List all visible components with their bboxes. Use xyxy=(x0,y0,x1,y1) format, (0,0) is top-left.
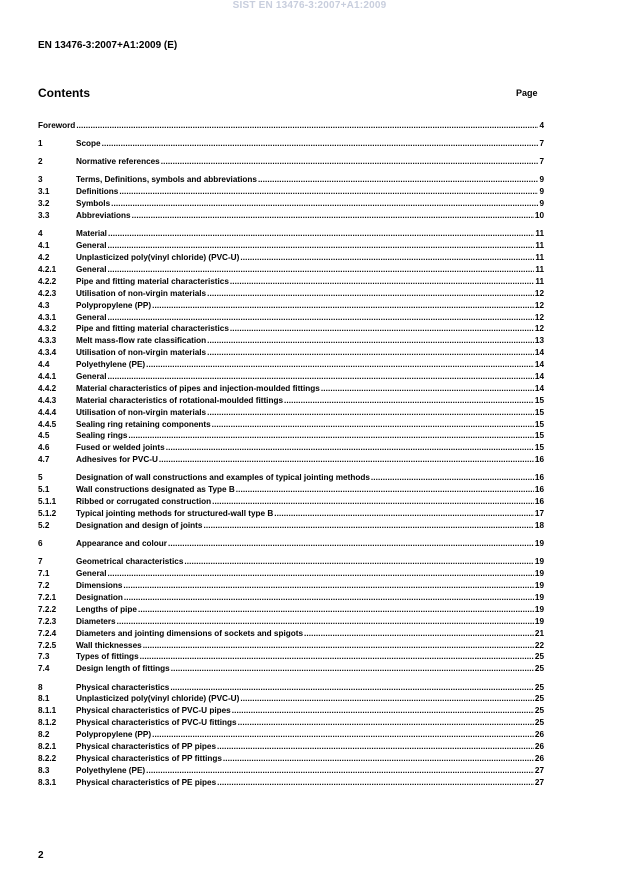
table-of-contents xyxy=(38,119,544,788)
toc-entry-number: 8.1.1 xyxy=(38,706,57,716)
toc-entry-page: 11 xyxy=(535,264,544,274)
toc-entry-title: Abbreviations xyxy=(76,211,131,221)
toc-entry-title: Material characteristics of pipes and injection-moulded fittings xyxy=(76,383,320,393)
watermark: SIST EN 13476-3:2007+A1:2009 xyxy=(232,0,387,11)
dot-leader xyxy=(123,581,533,591)
toc-entry[interactable] xyxy=(38,483,544,495)
toc-entry-page: 15 xyxy=(534,443,544,453)
toc-entry-page: 10 xyxy=(534,211,544,221)
toc-entry-page: 16 xyxy=(534,473,544,483)
toc-entry-title: Designation of wall constructions and examples of typical jointing methods xyxy=(76,473,370,483)
toc-entry-number: 2 xyxy=(38,157,43,167)
dot-leader xyxy=(223,754,534,764)
toc-entry-number: 8.1.2 xyxy=(38,718,57,728)
toc-entry[interactable] xyxy=(38,567,544,579)
toc-entry[interactable] xyxy=(38,615,544,627)
dot-leader xyxy=(171,664,534,674)
toc-entry-page: 7 xyxy=(539,157,544,167)
toc-entry[interactable] xyxy=(38,555,544,567)
toc-entry-page: 14 xyxy=(534,348,544,358)
toc-entry-number: 8 xyxy=(38,682,43,692)
toc-entry-title: Ribbed or corrugated construction xyxy=(76,497,212,507)
toc-entry[interactable] xyxy=(38,716,544,728)
toc-entry[interactable] xyxy=(38,728,544,740)
toc-entry-title: Wall constructions designated as Type B xyxy=(76,485,235,495)
dot-leader xyxy=(108,569,534,579)
toc-entry[interactable] xyxy=(38,681,544,693)
toc-entry-number: 4.4.5 xyxy=(38,419,57,429)
toc-entry-number: 3.1 xyxy=(38,187,50,197)
dot-leader xyxy=(212,420,534,430)
dot-leader xyxy=(166,443,534,453)
toc-entry[interactable] xyxy=(38,299,544,311)
toc-entry-number: 8.3.1 xyxy=(38,777,57,787)
toc-entry-title: Polypropylene (PP) xyxy=(76,300,152,310)
toc-entry[interactable] xyxy=(38,346,544,358)
toc-entry-number: 3 xyxy=(38,175,43,185)
toc-entry-title: Physical characteristics of PP pipes xyxy=(76,742,217,752)
toc-entry[interactable] xyxy=(38,323,544,335)
dot-leader xyxy=(207,348,534,358)
toc-entry-page: 15 xyxy=(534,407,544,417)
toc-entry-number: 6 xyxy=(38,539,43,549)
toc-entry-page: 19 xyxy=(534,581,544,591)
toc-entry[interactable] xyxy=(38,764,544,776)
toc-entry-page: 25 xyxy=(534,664,544,674)
toc-entry-number: 5.2 xyxy=(38,520,50,530)
toc-entry-page: 14 xyxy=(534,383,544,393)
toc-entry-title: Physical characteristics of PVC-U pipes xyxy=(76,706,231,716)
toc-entry-title: Symbols xyxy=(76,199,111,209)
toc-entry-page: 19 xyxy=(534,593,544,603)
toc-entry-title: Utilisation of non-virgin materials xyxy=(76,407,207,417)
toc-entry-number: 3.3 xyxy=(38,211,50,221)
toc-entry-page: 19 xyxy=(534,604,544,614)
toc-entry-number: 4.4.1 xyxy=(38,372,57,381)
toc-entry-page: 19 xyxy=(534,557,544,567)
toc-entry-page: 25 xyxy=(534,682,544,692)
contents-title: Contents xyxy=(38,86,90,100)
dot-leader xyxy=(184,557,533,567)
toc-entry[interactable] xyxy=(38,263,544,275)
toc-entry-number: 4.3 xyxy=(38,300,50,310)
toc-entry-title: Sealing ring retaining components xyxy=(76,419,211,429)
toc-entry-page: 19 xyxy=(534,539,544,549)
toc-entry-number: 4.3.3 xyxy=(38,336,57,346)
toc-entry-page: 25 xyxy=(534,694,544,704)
toc-entry[interactable] xyxy=(38,137,544,149)
toc-entry-page: 14 xyxy=(534,360,544,370)
toc-entry-number: 7.2 xyxy=(38,581,50,591)
toc-entry-page: 27 xyxy=(534,765,544,775)
dot-leader xyxy=(159,455,534,465)
toc-entry[interactable] xyxy=(38,693,544,705)
toc-entry-page: 9 xyxy=(539,187,544,197)
toc-entry-page: 13 xyxy=(534,336,544,346)
toc-entry[interactable] xyxy=(38,603,544,615)
dot-leader xyxy=(284,396,534,406)
dot-leader xyxy=(240,694,534,704)
toc-entry-page: 25 xyxy=(534,706,544,716)
toc-entry-number: 4.2 xyxy=(38,253,50,263)
toc-entry[interactable] xyxy=(38,197,544,209)
toc-entry[interactable] xyxy=(38,227,544,239)
toc-entry-page: 18 xyxy=(534,520,544,530)
toc-entry-page: 12 xyxy=(534,300,544,310)
toc-entry-page: 4 xyxy=(539,120,544,130)
toc-entry-title: Diameters xyxy=(76,616,116,626)
toc-entry[interactable] xyxy=(38,418,544,430)
dot-leader xyxy=(238,718,534,728)
toc-entry-page: 17 xyxy=(534,509,544,519)
toc-entry[interactable] xyxy=(38,287,544,299)
toc-entry[interactable] xyxy=(38,334,544,346)
dot-leader xyxy=(236,485,534,495)
toc-entry[interactable] xyxy=(38,119,544,131)
toc-entry-number: 4.3.2 xyxy=(38,324,57,334)
toc-entry-page: 9 xyxy=(539,175,544,185)
toc-entry-page: 11 xyxy=(535,276,544,286)
toc-entry-number: 4.7 xyxy=(38,455,50,465)
toc-entry-title: Physical characteristics of PP fittings xyxy=(76,753,222,763)
toc-entry-title: General xyxy=(76,312,107,322)
toc-entry-number: 4.6 xyxy=(38,443,50,453)
dot-leader xyxy=(207,289,534,299)
toc-entry-number: 4.2.2 xyxy=(38,276,57,286)
toc-entry-title: Pipe and fitting material characteristics xyxy=(76,276,229,286)
dot-leader xyxy=(128,431,533,441)
toc-entry-number: 4.4.3 xyxy=(38,395,57,405)
toc-entry[interactable] xyxy=(38,537,544,549)
toc-entry-title: General xyxy=(76,241,107,251)
toc-entry[interactable] xyxy=(38,441,544,453)
document-header: EN 13476-3:2007+A1:2009 (E) xyxy=(38,40,178,51)
toc-entry-number: 4.2.3 xyxy=(38,288,57,298)
toc-entry[interactable] xyxy=(38,358,544,370)
toc-entry[interactable] xyxy=(38,406,544,418)
dot-leader xyxy=(132,211,534,221)
toc-entry-title: Polyethylene (PE) xyxy=(76,360,146,370)
toc-entry-title: General xyxy=(76,372,107,381)
toc-entry[interactable] xyxy=(38,394,544,406)
toc-entry-page: 9 xyxy=(539,199,544,209)
dot-leader xyxy=(217,742,534,752)
toc-entry-number: 5.1 xyxy=(38,485,50,495)
toc-entry-number: 4.4 xyxy=(38,360,50,370)
toc-entry-number: 5 xyxy=(38,473,43,483)
toc-entry-number: 4.5 xyxy=(38,431,50,441)
dot-leader xyxy=(117,617,534,627)
toc-entry-page: 7 xyxy=(539,139,544,149)
toc-entry[interactable] xyxy=(38,382,544,394)
toc-entry-page: 26 xyxy=(534,742,544,752)
toc-entry-page: 27 xyxy=(534,777,544,787)
toc-entry-title: Unplasticized poly(vinyl chloride) (PVC-U) xyxy=(76,253,240,263)
toc-entry-page: 11 xyxy=(535,229,544,239)
toc-entry[interactable] xyxy=(38,507,544,519)
toc-entry-number: 5.1.1 xyxy=(38,497,57,507)
toc-entry-number: 4.1 xyxy=(38,241,50,251)
toc-entry-title: Normative references xyxy=(76,157,160,167)
toc-entry[interactable] xyxy=(38,209,544,221)
toc-entry-number: 4.3.1 xyxy=(38,312,57,322)
toc-entry-page: 16 xyxy=(534,455,544,465)
toc-entry-title: Physical characteristics xyxy=(76,682,170,692)
toc-entry-title: Polyethylene (PE) xyxy=(76,765,146,775)
toc-entry-title: Pipe and fitting material characteristics xyxy=(76,324,229,334)
dot-leader xyxy=(212,497,534,507)
toc-entry-page: 16 xyxy=(534,497,544,507)
toc-entry-number: 8.3 xyxy=(38,765,50,775)
toc-entry-title: Appearance and colour xyxy=(76,539,167,549)
toc-entry-title: Types of fittings xyxy=(76,652,139,662)
dot-leader xyxy=(371,473,534,483)
toc-entry-title: Polypropylene (PP) xyxy=(76,730,152,740)
toc-entry[interactable] xyxy=(38,704,544,716)
dot-leader xyxy=(152,301,534,311)
toc-entry[interactable] xyxy=(38,495,544,507)
toc-entry-page: 19 xyxy=(534,616,544,626)
toc-entry-number: 1 xyxy=(38,139,43,149)
toc-entry-title: Fused or welded joints xyxy=(76,443,165,453)
toc-entry-number: 5.1.2 xyxy=(38,509,57,519)
dot-leader xyxy=(108,313,534,323)
toc-entry-page: 15 xyxy=(534,419,544,429)
toc-entry[interactable] xyxy=(38,519,544,531)
toc-entry-number: 4.3.4 xyxy=(38,348,57,358)
dot-leader xyxy=(140,652,534,662)
toc-entry-title: Adhesives for PVC-U xyxy=(76,455,158,465)
dot-leader xyxy=(321,384,534,394)
toc-entry-title: Geometrical characteristics xyxy=(76,557,184,567)
toc-entry-title: Typical jointing methods for structured-wall type B xyxy=(76,509,274,519)
dot-leader xyxy=(217,778,534,788)
toc-entry-title: Unplasticized poly(vinyl chloride) (PVC-U) xyxy=(76,694,240,704)
toc-entry-page: 26 xyxy=(534,753,544,763)
toc-entry-page: 12 xyxy=(534,324,544,334)
toc-entry[interactable] xyxy=(38,752,544,764)
toc-entry-page: 19 xyxy=(534,569,544,579)
toc-entry-number: 7.2.3 xyxy=(38,616,57,626)
toc-entry-page: 15 xyxy=(534,395,544,405)
toc-entry[interactable] xyxy=(38,651,544,663)
toc-entry-page: 11 xyxy=(535,253,544,263)
toc-entry-number: 7 xyxy=(38,557,43,567)
dot-leader xyxy=(304,629,534,639)
toc-entry-page: 12 xyxy=(534,312,544,322)
toc-entry-title: Terms, Definitions, symbols and abbreviations xyxy=(76,175,257,185)
toc-entry-title: General xyxy=(76,264,107,274)
dot-leader xyxy=(152,730,534,740)
dot-leader xyxy=(146,766,534,776)
toc-entry[interactable] xyxy=(38,627,544,639)
dot-leader xyxy=(274,509,534,519)
dot-leader xyxy=(124,593,534,603)
dot-leader xyxy=(230,324,534,334)
dot-leader xyxy=(170,683,534,693)
toc-entry-page: 21 xyxy=(534,628,544,638)
toc-entry-page: 26 xyxy=(534,730,544,740)
page-number: 2 xyxy=(38,850,44,861)
toc-entry-title: Designation and design of joints xyxy=(76,520,203,530)
toc-entry-number: 7.2.1 xyxy=(38,593,57,603)
toc-entry-title: Physical characteristics of PVC-U fittings xyxy=(76,718,237,728)
toc-entry-number: 8.1 xyxy=(38,694,50,704)
toc-entry-number: 8.2 xyxy=(38,730,50,740)
toc-entry-page: 14 xyxy=(534,372,544,381)
toc-entry-number: 4.4.4 xyxy=(38,407,57,417)
dot-leader xyxy=(258,175,539,185)
toc-entry-number: 7.1 xyxy=(38,569,50,579)
toc-entry[interactable] xyxy=(38,275,544,287)
toc-entry-title: Definitions xyxy=(76,187,119,197)
toc-entry-title: Utilisation of non-virgin materials xyxy=(76,348,207,358)
dot-leader xyxy=(143,641,534,651)
dot-leader xyxy=(207,336,534,346)
toc-entry[interactable] xyxy=(38,579,544,591)
page-column-label: Page xyxy=(516,88,538,98)
toc-entry-title: Utilisation of non-virgin materials xyxy=(76,288,207,298)
toc-entry-number: 4.4.2 xyxy=(38,383,57,393)
dot-leader xyxy=(108,265,535,275)
toc-entry-number: 7.3 xyxy=(38,652,50,662)
toc-entry[interactable] xyxy=(38,453,544,465)
toc-entry-number: 7.4 xyxy=(38,664,50,674)
toc-entry[interactable] xyxy=(38,239,544,251)
toc-entry[interactable] xyxy=(38,370,544,382)
toc-entry[interactable] xyxy=(38,155,544,167)
toc-entry-number: 3.2 xyxy=(38,199,50,209)
toc-entry-title: Lengths of pipe xyxy=(76,604,137,614)
toc-entry-page: 12 xyxy=(534,288,544,298)
dot-leader xyxy=(207,408,534,418)
toc-entry-page: 15 xyxy=(534,431,544,441)
dot-leader xyxy=(119,187,538,197)
toc-entry[interactable] xyxy=(38,740,544,752)
toc-entry-number: 4.2.1 xyxy=(38,264,57,274)
toc-entry[interactable] xyxy=(38,185,544,197)
toc-entry-title: Dimensions xyxy=(76,581,123,591)
toc-entry-number: 8.2.1 xyxy=(38,742,57,752)
dot-leader xyxy=(108,229,534,239)
toc-entry-page: 11 xyxy=(535,241,544,251)
dot-leader xyxy=(108,372,534,382)
toc-entry-title: Sealing rings xyxy=(76,431,128,441)
dot-leader xyxy=(240,253,534,263)
toc-entry-title: Foreword xyxy=(38,120,76,130)
toc-entry[interactable] xyxy=(38,472,544,484)
toc-entry-title: Designation xyxy=(76,593,123,603)
dot-leader xyxy=(230,277,534,287)
toc-entry-title: Material characteristics of rotational-moulded fittings xyxy=(76,395,283,405)
toc-entry[interactable] xyxy=(38,174,544,186)
toc-entry-title: Scope xyxy=(76,139,101,149)
dot-leader xyxy=(108,241,535,251)
toc-entry-number: 8.2.2 xyxy=(38,753,57,763)
toc-entry[interactable] xyxy=(38,311,544,323)
toc-entry-page: 22 xyxy=(534,640,544,650)
dot-leader xyxy=(102,139,539,149)
toc-entry-title: Diameters and jointing dimensions of sockets and spigots xyxy=(76,628,304,638)
toc-entry-number: 4 xyxy=(38,229,43,239)
toc-entry[interactable] xyxy=(38,639,544,651)
toc-entry-title: Material xyxy=(76,229,107,239)
toc-entry[interactable] xyxy=(38,662,544,674)
dot-leader xyxy=(168,539,534,549)
toc-entry-title: General xyxy=(76,569,107,579)
toc-entry-page: 16 xyxy=(534,485,544,495)
dot-leader xyxy=(146,360,534,370)
dot-leader xyxy=(76,121,538,131)
toc-entry-number: 7.2.2 xyxy=(38,604,57,614)
dot-leader xyxy=(203,521,533,531)
toc-entry[interactable] xyxy=(38,776,544,788)
dot-leader xyxy=(111,199,538,209)
toc-entry[interactable] xyxy=(38,430,544,442)
dot-leader xyxy=(138,605,534,615)
toc-entry-page: 25 xyxy=(534,652,544,662)
toc-entry-number: 7.2.5 xyxy=(38,640,57,650)
toc-entry-title: Design length of fittings xyxy=(76,664,170,674)
toc-entry-title: Physical characteristics of PE pipes xyxy=(76,777,217,787)
toc-entry[interactable] xyxy=(38,251,544,263)
toc-entry-number: 7.2.4 xyxy=(38,628,57,638)
toc-entry[interactable] xyxy=(38,591,544,603)
toc-entry-page: 25 xyxy=(534,718,544,728)
toc-entry-title: Wall thicknesses xyxy=(76,640,142,650)
dot-leader xyxy=(232,706,534,716)
dot-leader xyxy=(161,157,539,167)
toc-entry-title: Melt mass-flow rate classification xyxy=(76,336,207,346)
